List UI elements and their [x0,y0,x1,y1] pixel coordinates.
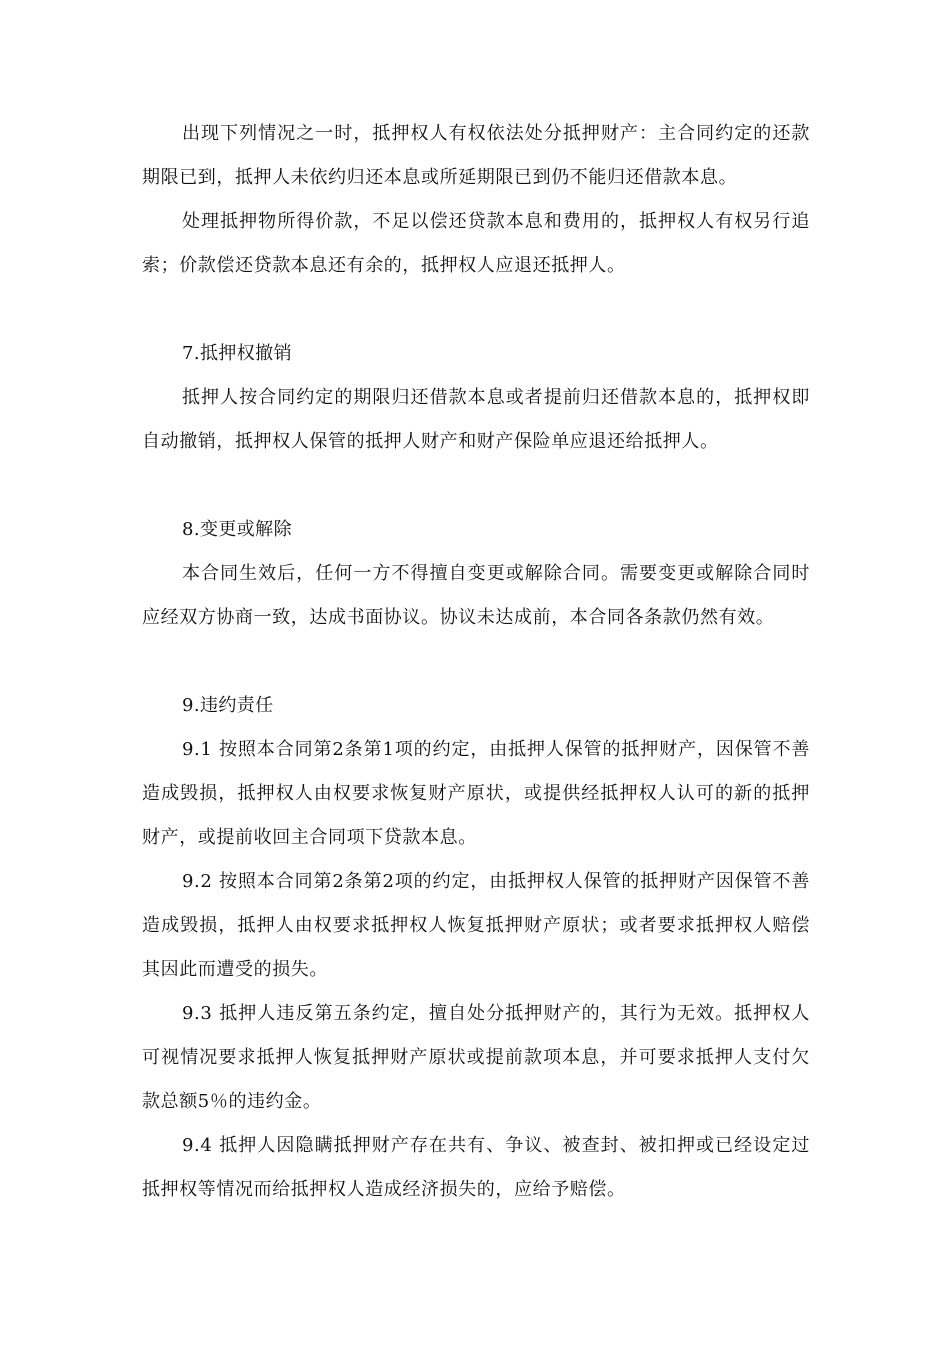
section-7-body: 抵押人按合同约定的期限归还借款本息或者提前归还借款本息的，抵押权即自动撤销，抵押权人保管的抵押人财产和财产保险单应退还给抵押人。 [142,387,810,452]
section-9 [142,684,810,1212]
section-9-item-3: 9.3 抵押人违反第五条约定，擅自处分抵押财产的，其行为无效。抵押权人可视情况要求抵押人恢复抵押财产原状或提前款项本息，并可要求抵押人支付欠款总额5％的违约金。 [142,1003,810,1112]
section-8 [142,508,810,640]
paragraph-disposal-proceeds: 处理抵押物所得价款，不足以偿还贷款本息和费用的，抵押权人有权另行追索；价款偿还贷款本息还有余的，抵押权人应退还抵押人。 [142,211,810,276]
section-9-item-2: 9.2 按照本合同第2条第2项的约定，由抵押权人保管的抵押财产因保管不善造成毁损，抵押人由权要求抵押权人恢复抵押财产原状；或者要求抵押权人赔偿其因此而遭受的损失。 [142,871,810,980]
section-7-heading: 7.抵押权撤销 [182,343,292,364]
section-9-heading: 9.违约责任 [182,695,274,716]
document-body [142,112,810,1212]
section-7 [142,332,810,464]
section-9-item-1: 9.1 按照本合同第2条第1项的约定，由抵押人保管的抵押财产，因保管不善造成毁损，抵押权人由权要求恢复财产原状，或提供经抵押权人认可的新的抵押财产，或提前收回主合同项下贷款本息。 [142,739,810,848]
section-9-item-4: 9.4 抵押人因隐瞒抵押财产存在共有、争议、被查封、被扣押或已经设定过抵押权等情况而给抵押权人造成经济损失的，应给予赔偿。 [142,1135,810,1200]
section-8-heading: 8.变更或解除 [182,519,292,540]
section-8-body: 本合同生效后，任何一方不得擅自变更或解除合同。需要变更或解除合同时应经双方协商一致，达成书面协议。协议未达成前，本合同各条款仍然有效。 [142,563,810,628]
paragraph-disposal-conditions: 出现下列情况之一时，抵押权人有权依法处分抵押财产：主合同约定的还款期限已到，抵押人未依约归还本息或所延期限已到仍不能归还借款本息。 [142,123,810,188]
